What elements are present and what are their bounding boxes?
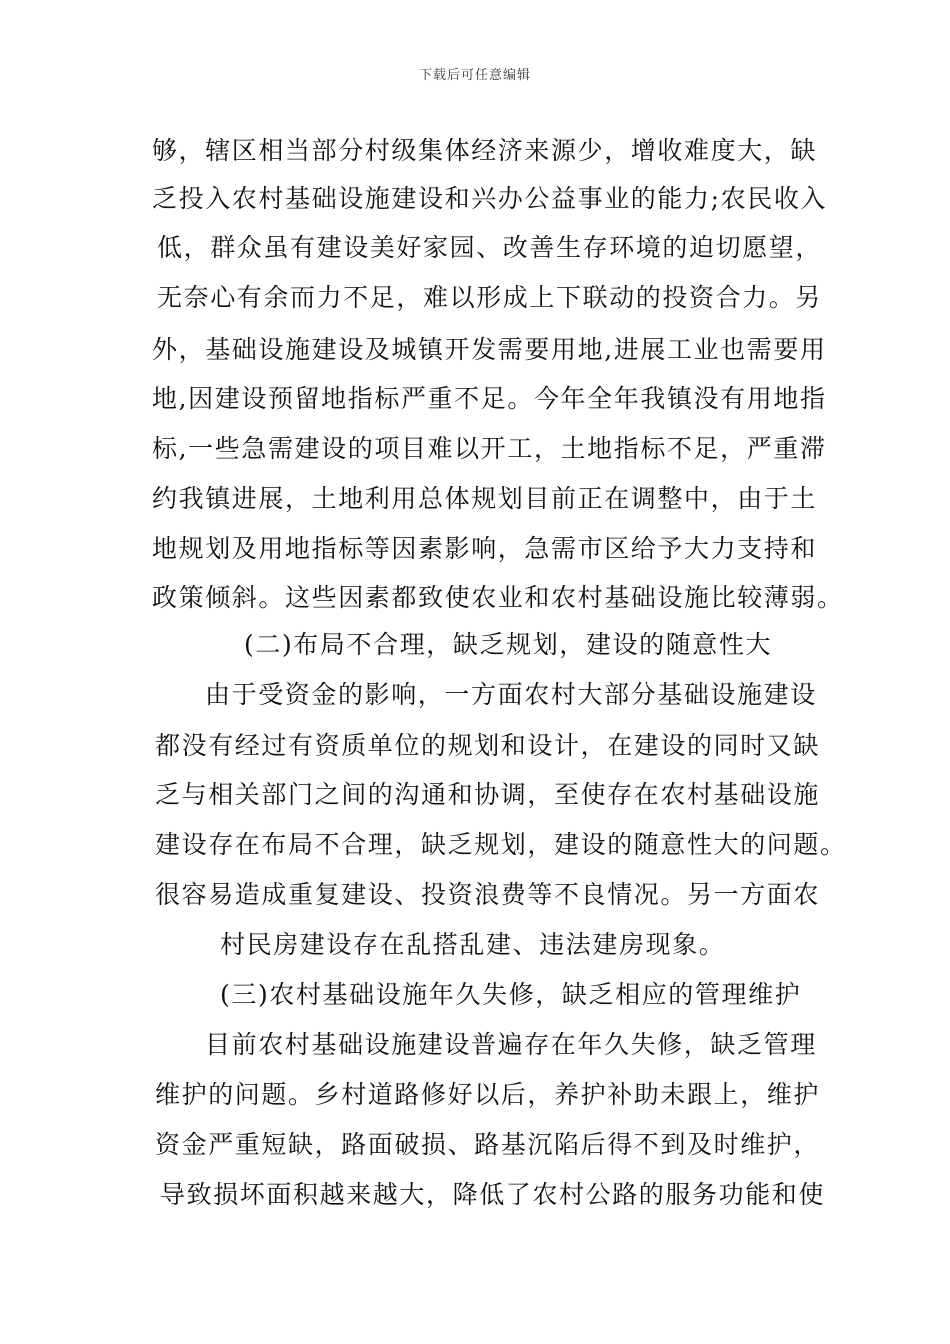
- text-line: 政策倾斜。这些因素都致使农业和农村基础设施比较薄弱。: [152, 583, 844, 612]
- text-line: 地规划及用地指标等因素影响，急需市区给予大力支持和: [152, 534, 818, 563]
- text-line: 标,一些急需建设的项目难以开工，土地指标不足，严重滞: [152, 434, 827, 463]
- text-line: 资金严重短缺，路面破损、路基沉陷后得不到及时维护，: [155, 1130, 821, 1159]
- page-header: 下载后可任意编辑: [418, 68, 531, 83]
- text-line: 建设存在布局不合理，缺乏规划，建设的随意性大的问题。: [155, 830, 847, 859]
- text-line: 约我镇进展，土地利用总体规划目前正在调整中，由于土: [152, 484, 818, 513]
- text-line: 无奈心有余而力不足，难以形成上下联动的投资合力。另: [157, 283, 823, 312]
- text-line: 维护的问题。乡村道路修好以后，养护补助未跟上，维护: [155, 1080, 821, 1109]
- section-heading: (三)农村基础设施年久失修，缺乏相应的管理维护: [220, 980, 802, 1009]
- text-line: 乏与相关部门之间的沟通和协调，至使存在农村基础设施: [155, 780, 821, 809]
- text-line: 外，基础设施建设及城镇开发需要用地,进展工业也需要用: [152, 335, 827, 364]
- text-line: 村民房建设存在乱搭乱建、违法建房现象。: [220, 930, 726, 959]
- section-heading: (二)布局不合理，缺乏规划，建设的随意性大: [244, 630, 773, 659]
- text-line: 乏投入农村基础设施建设和兴办公益事业的能力;农民收入: [152, 184, 828, 213]
- text-line: 都没有经过有资质单位的规划和设计，在建设的同时又缺: [155, 731, 821, 760]
- text-line: 够，辖区相当部分村级集体经济来源少，增收难度大，缺: [152, 136, 818, 165]
- text-line: 由于受资金的影响，一方面农村大部分基础设施建设: [205, 680, 817, 709]
- text-line: 目前农村基础设施建设普遍存在年久失修，缺乏管理: [205, 1030, 817, 1059]
- text-line: 地,因建设预留地指标严重不足。今年全年我镇没有用地指: [152, 384, 827, 413]
- text-line: 很容易造成重复建设、投资浪费等不良情况。另一方面农: [155, 880, 821, 909]
- text-line: 导致损坏面积越来越大，降低了农村公路的服务功能和使: [160, 1180, 826, 1209]
- text-line: 低，群众虽有建设美好家园、改善生存环境的迫切愿望，: [157, 233, 823, 262]
